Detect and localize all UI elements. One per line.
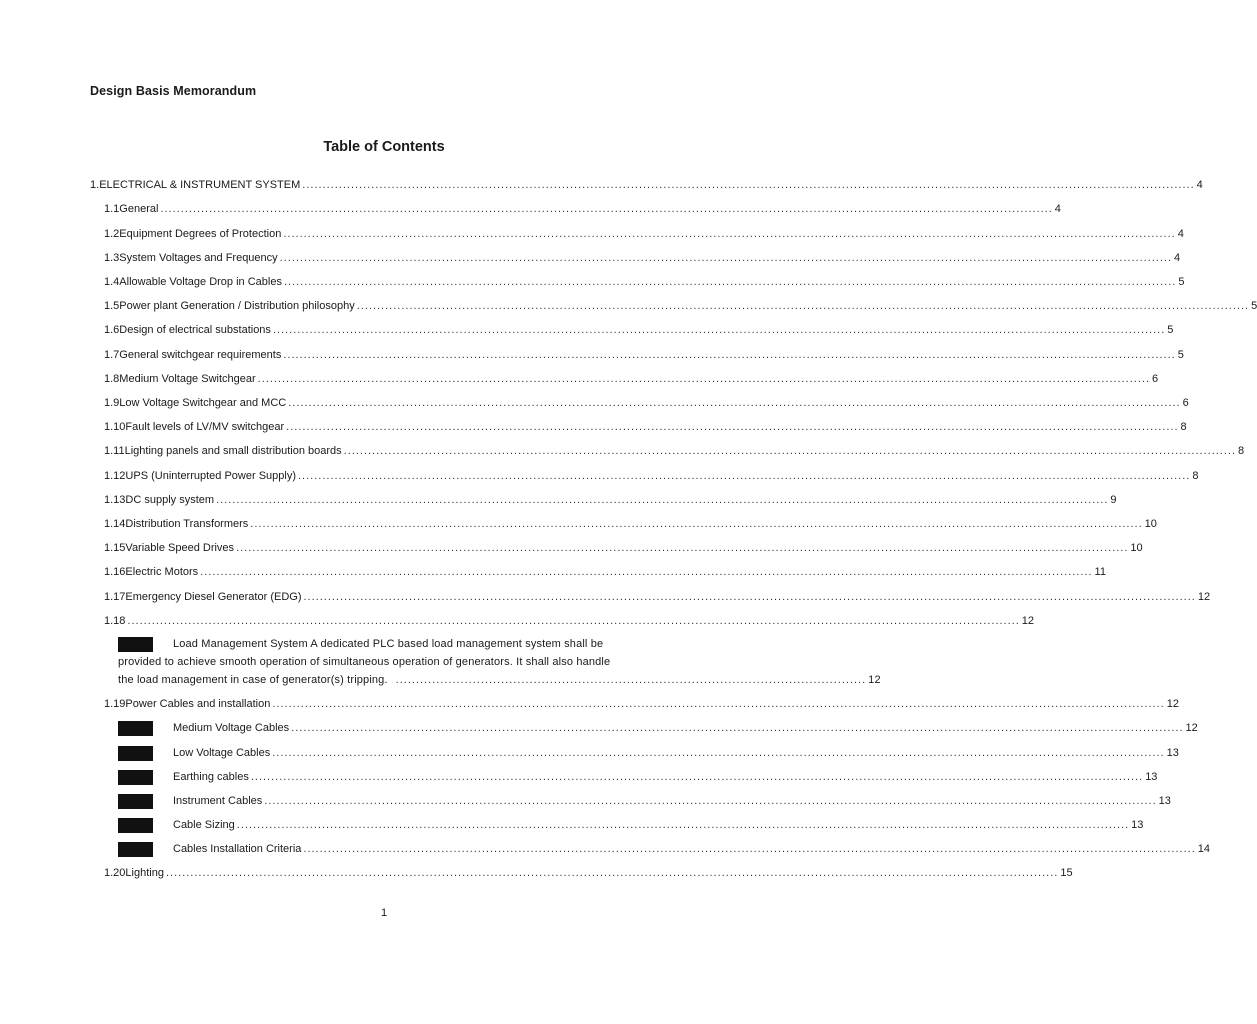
toc-entry-number: 1.12 [104,470,126,482]
toc-page-number: 13 [1131,819,1144,831]
toc-entry-title: Electric Motors [125,566,199,578]
toc-entry-number: 1.2 [104,228,120,240]
toc-entry[interactable] [104,542,1143,554]
toc-page-number: 6 [1182,397,1189,409]
toc-leader-dots: ............................................................................................................................................................................................................................ [236,819,1130,831]
toc-entry-title: Low Voltage Cables [173,747,271,759]
toc-entry-number: 1.4 [104,276,120,288]
toc-leader-dots: ............................................................................................................................................................................................................................ [272,324,1166,336]
toc-page-number: 12 [1197,591,1211,603]
toc-entry-title: Medium Voltage Switchgear [119,373,256,385]
toc-entry-title: ELECTRICAL & INSTRUMENT SYSTEM [99,179,301,191]
toc-entry-title: Lighting panels and small distribution boards [124,445,342,457]
toc-subentry[interactable] [173,747,1179,759]
toc-entry-number: 1.19 [104,698,126,710]
redaction-block [118,721,153,736]
toc-leader-dots: ............................................................................................................................................................................................................................ [160,203,1053,215]
load-management-line-3: the load management in case of generator(s) tripping. [118,674,388,686]
toc-entry-number: 1.20 [104,867,126,879]
redaction-block [118,842,153,857]
toc-entry-title: Fault levels of LV/MV switchgear [125,421,285,433]
toc-page-number: 12 [1021,615,1035,627]
redaction-block [118,818,153,833]
toc-entry-number: 1.18 [104,615,126,627]
toc-entry-number: 1.16 [104,566,126,578]
toc-subentry[interactable] [173,819,1144,831]
toc-leader-dots: ............................................................................................................................................................................................................................ [200,566,1093,578]
toc-entry-title: Design of electrical substations [119,324,271,336]
toc-leader-dots: ............................................................................................................................................................................................................................ [283,349,1176,361]
toc-entry[interactable] [104,300,1257,312]
toc-entry-title: Power plant Generation / Distribution philosophy [119,300,355,312]
toc-entry-title: General [119,203,159,215]
toc-entry-title: Low Voltage Switchgear and MCC [119,397,287,409]
toc-leader-dots: ............................................................................................................................................................................................................................ [236,542,1129,554]
toc-entry[interactable] [104,566,1106,578]
toc-entry-number: 1.11 [104,445,125,457]
toc-entry[interactable] [104,615,1035,627]
toc-entry-number: 1.9 [104,397,120,409]
toc-page-number: 4 [1196,179,1203,191]
toc-entry[interactable] [104,203,1061,215]
toc-page-number: 5 [1177,349,1184,361]
toc-page-number: 8 [1192,470,1199,482]
toc-entry[interactable] [104,349,1184,361]
toc-page-number: 4 [1177,228,1184,240]
toc-entry-title: Distribution Transformers [125,518,249,530]
toc-subentry[interactable] [173,722,1198,734]
toc-entry-title: General switchgear requirements [119,349,282,361]
toc-page-number: 12 [1185,722,1198,734]
toc-entry[interactable] [104,698,1179,710]
toc-leader-dots: ............................................................................................................................................................................................................................ [264,795,1157,807]
toc-leader-dots: ............................................................................................................................................................................................................................ [257,373,1151,385]
toc-leader-dots: ............................................................................................................................................................................................................................ [356,300,1250,312]
toc-subentry[interactable] [173,843,1210,855]
toc-entry-title: Allowable Voltage Drop in Cables [119,276,282,288]
toc-entry-title: DC supply system [125,494,215,506]
toc-entry-title: Emergency Diesel Generator (EDG) [125,591,302,603]
toc-page-number: 5 [1167,324,1174,336]
toc-entry-number: 1.10 [104,421,126,433]
toc-entry[interactable] [104,252,1181,264]
toc-entry-title: Variable Speed Drives [125,542,235,554]
toc-page-number: 13 [1166,747,1179,759]
toc-leader-dots: ............................................................................................................................................................................................................................ [283,276,1177,288]
toc-entry[interactable] [104,591,1211,603]
toc-page-number: 10 [1130,542,1143,554]
toc-leader-dots: ............................................................................................................................................................................................................................ [303,843,1196,855]
toc-entry-number: 1.13 [104,494,126,506]
toc-entry-title: Lighting [125,867,164,879]
toc-leader-dots: ............................................................................................................................................................................................................................ [283,228,1176,240]
toc-entry-title: Medium Voltage Cables [173,722,290,734]
toc-leader-dots: ............................................................................................................................................................................................................................ [250,771,1144,783]
toc-entry-number: 1.1 [104,203,120,215]
toc-leader-dots: ............................................................................................................................................................................................................................ [272,747,1165,759]
document-header: Design Basis Memorandum [90,84,257,98]
toc-subentry[interactable] [173,771,1158,783]
toc-leader-dots: ............................................................................................................................................................................................................................ [279,252,1173,264]
toc-entry-number: 1.14 [104,518,126,530]
toc-subentry[interactable] [173,795,1171,807]
redaction-block [118,794,153,809]
toc-entry-title: Power Cables and installation [125,698,271,710]
toc-leader-dots: ............................................................................................................................................................................................................................ [216,494,1109,506]
toc-entry-number: 1.3 [104,252,120,264]
toc-page-number: 8 [1238,445,1245,457]
toc-page-number: 5 [1251,300,1257,312]
toc-leader-dots: ............................................................................................................................................................................................................................ [127,615,1020,627]
toc-entry[interactable] [104,518,1157,530]
toc-page-number: 12 [868,674,881,686]
toc-page-number: 4 [1174,252,1181,264]
toc-entry[interactable] [104,421,1187,433]
toc-leader-dots: ............................................................................................................................................................................................................................ [250,518,1143,530]
redaction-block [118,770,153,785]
toc-entry[interactable] [90,179,1203,191]
toc-entry-title: System Voltages and Frequency [119,252,278,264]
toc-title: Table of Contents [323,139,445,155]
toc-entry[interactable] [104,397,1189,409]
toc-entry[interactable] [104,445,1245,457]
toc-leader-dots: ............................................................................................................................................................................................................................ [272,698,1165,710]
toc-leader-dots: .................................................................................................................... [395,674,867,686]
toc-leader-dots: ............................................................................................................................................................................................................................ [303,591,1196,603]
toc-leader-dots: ............................................................................................................................................................................................................................ [165,867,1059,879]
toc-leader-dots: ............................................................................................................................................................................................................................ [302,179,1195,191]
page-number: 1 [380,907,388,919]
toc-page-number: 8 [1180,421,1187,433]
load-management-line-1: Load Management System A dedicated PLC based load management system shall be [173,638,604,650]
toc-entry-title: Cables Installation Criteria [173,843,302,855]
toc-entry-title: Instrument Cables [173,795,263,807]
toc-entry[interactable] [104,276,1185,288]
toc-entry-number: 1.6 [104,324,120,336]
toc-entry-title: Cable Sizing [173,819,235,831]
toc-entry-number: 1.8 [104,373,120,385]
load-management-paragraph [118,635,881,689]
toc-entry[interactable] [104,867,1073,879]
toc-leader-dots: ............................................................................................................................................................................................................................ [291,722,1184,734]
toc-page-number: 12 [1166,698,1179,710]
toc-page-number: 15 [1060,867,1073,879]
toc-entry-title: Earthing cables [173,771,249,783]
toc-page-number: 13 [1145,771,1158,783]
toc-page-number: 14 [1197,843,1210,855]
toc-entry-title: UPS (Uninterrupted Power Supply) [125,470,296,482]
toc-page-number: 13 [1158,795,1171,807]
redaction-block [118,746,153,761]
toc-page-number: 5 [1178,276,1185,288]
toc-page-number: 10 [1144,518,1157,530]
load-management-line-2: provided to achieve smooth operation of simultaneous operation of generators. It shall also handle [118,656,611,668]
toc-entry[interactable] [104,373,1159,385]
toc-leader-dots: ............................................................................................................................................................................................................................ [298,470,1191,482]
toc-page-number: 11 [1094,566,1106,578]
toc-entry-number: 1.15 [104,542,126,554]
toc-page-number: 9 [1110,494,1117,506]
toc-entry-number: 1. [90,179,100,191]
toc-page-number: 4 [1054,203,1061,215]
toc-leader-dots: ............................................................................................................................................................................................................................ [343,445,1237,457]
toc-entry[interactable] [104,228,1184,240]
toc-entry-number: 1.5 [104,300,120,312]
toc-leader-dots: ............................................................................................................................................................................................................................ [286,421,1179,433]
toc-leader-dots: ............................................................................................................................................................................................................................ [288,397,1181,409]
toc-entry-title: Equipment Degrees of Protection [119,228,282,240]
toc-page-number: 6 [1152,373,1159,385]
toc-entry[interactable] [104,324,1174,336]
toc-entry[interactable] [104,494,1117,506]
toc-entry-number: 1.7 [104,349,120,361]
toc-entry[interactable] [104,470,1199,482]
toc-entry-number: 1.17 [104,591,126,603]
